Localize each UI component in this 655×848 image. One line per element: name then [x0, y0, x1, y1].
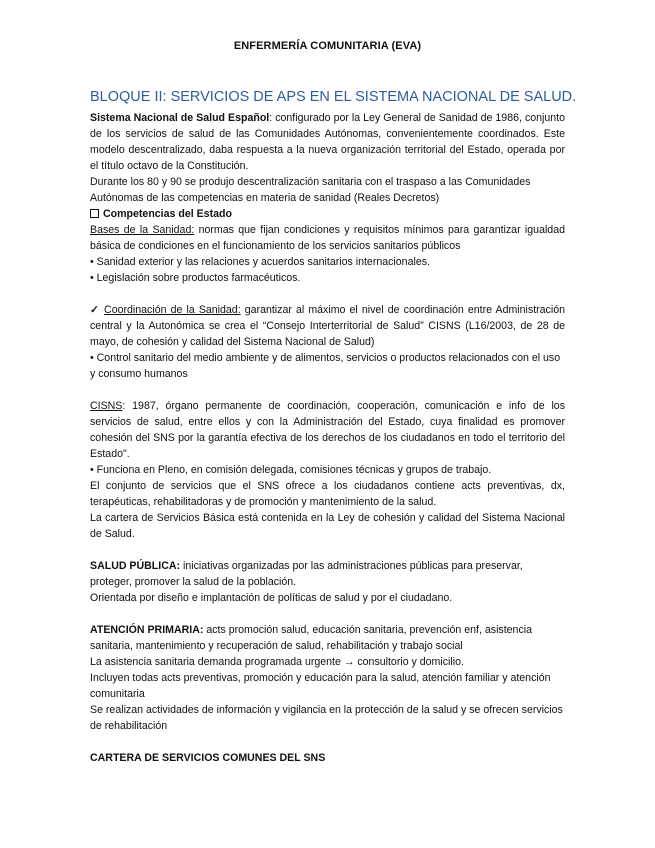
actividades-paragraph: Se realizan actividades de información y vigilancia en la protección de la salud y se ofrecen servicios de rehabilitación	[90, 704, 563, 732]
atencion-primaria-text: acts promoción salud, educación sanitaria, prevención enf, asistencia sanitaria, mantenimiento y recuperación de salud, rehabilitación y trabajo social	[90, 624, 532, 652]
demanda-paragraph: La asistencia sanitaria demanda programada urgente → consultorio y domicilio.	[90, 656, 464, 668]
bullet-legislacion: • Legislación sobre productos farmacéuticos.	[90, 272, 301, 284]
checkmark-icon: ✓	[90, 304, 101, 316]
cisns-label: CISNS	[90, 400, 123, 412]
cisns-text: : 1987, órgano permanente de coordinación, cooperación, comunicación e info de los servicios de salud, entre ellos y con la Administración del Estado, cuya finalidad es promover cohesión del SNS por la garantía efectiva de los derechos de los ciudadanos en todo el territorio del Estado".	[90, 400, 565, 460]
atencion-primaria-paragraph	[90, 622, 565, 654]
document-title: ENFERMERÍA COMUNITARIA (EVA)	[233, 40, 422, 52]
sns-lead: Sistema Nacional de Salud Español	[90, 112, 270, 124]
checkbox-icon	[90, 209, 99, 218]
spacer	[90, 606, 565, 622]
cisns-paragraph	[90, 398, 565, 462]
bullet-sanidad-exterior: • Sanidad exterior y las relaciones y acuerdos sanitarios internacionales.	[90, 256, 430, 268]
cartera-basica-paragraph: La cartera de Servicios Básica está contenida en la Ley de cohesión y calidad del Sistema Nacional de Salud.	[90, 512, 565, 540]
spacer	[90, 382, 565, 398]
bases-paragraph	[90, 222, 565, 254]
bases-text: normas que fijan condiciones y requisitos mínimos para garantizar igualdad básica de condiciones en el funcionamiento de los servicios sanitarios públicos	[90, 224, 565, 252]
incluyen-paragraph: Incluyen todas acts preventivas, promoción y educación para la salud, atención familiar y atención comunitaria	[90, 672, 551, 700]
sns-text: : configurado por la Ley General de Sanidad de 1986, conjunto de los servicios de salud de las Comunidades Autónomas, convenientemente coordinados. Este modelo descentralizado, daba respuesta a la nueva organización territorial del Estado, operada por el título octavo de la Constitución.	[90, 112, 565, 172]
spacer	[90, 286, 565, 302]
bases-label: Bases de la Sanidad:	[90, 224, 195, 236]
salud-publica-text: iniciativas organizadas por las administraciones públicas para preservar, proteger, promover la salud de la población.	[90, 560, 523, 588]
coordinacion-paragraph	[90, 302, 565, 350]
orientada-paragraph: Orientada por diseño e implantación de políticas de salud y por el ciudadano.	[90, 592, 453, 604]
bullet-funciona-pleno: • Funciona en Pleno, en comisión delegada, comisiones técnicas y grupos de trabajo.	[90, 464, 492, 476]
conjunto-paragraph: El conjunto de servicios que el SNS ofrece a los ciudadanos contiene acts preventivas, dx, terapéuticas, rehabilitadoras y de promoción y mantenimiento de la salud.	[90, 480, 565, 508]
coordinacion-label: Coordinación de la Sanidad:	[104, 304, 241, 316]
spacer	[90, 734, 565, 750]
bullet-control-sanitario: • Control sanitario del medio ambiente y de alimentos, servicios o productos relacionados con el uso y consumo humanos	[90, 352, 561, 380]
salud-publica-paragraph	[90, 558, 565, 590]
salud-publica-label: SALUD PÚBLICA:	[90, 560, 181, 572]
document-body	[90, 110, 565, 766]
cartera-heading: CARTERA DE SERVICIOS COMUNES DEL SNS	[90, 752, 326, 764]
coordinacion-text: garantizar al máximo el nivel de coordinación entre Administración central y la Autonómica se crea el “Consejo Interterritorial de Salud” CISNS (L16/2003, de 28 de mayo, de cohesión y calidad del Sistema Nacional de Salud)	[90, 304, 565, 348]
competencias-heading: Competencias del Estado	[90, 206, 565, 222]
atencion-primaria-label: ATENCIÓN PRIMARIA:	[90, 624, 204, 636]
decentralization-paragraph: Durante los 80 y 90 se produjo descentralización sanitaria con el traspaso a las Comunidades Autónomas de las competencias en materia de sanidad (Reales Decretos)	[90, 176, 531, 204]
section-heading: BLOQUE II: SERVICIOS DE APS EN EL SISTEMA NACIONAL DE SALUD.	[90, 89, 577, 105]
sns-paragraph	[90, 110, 565, 174]
spacer	[90, 542, 565, 558]
